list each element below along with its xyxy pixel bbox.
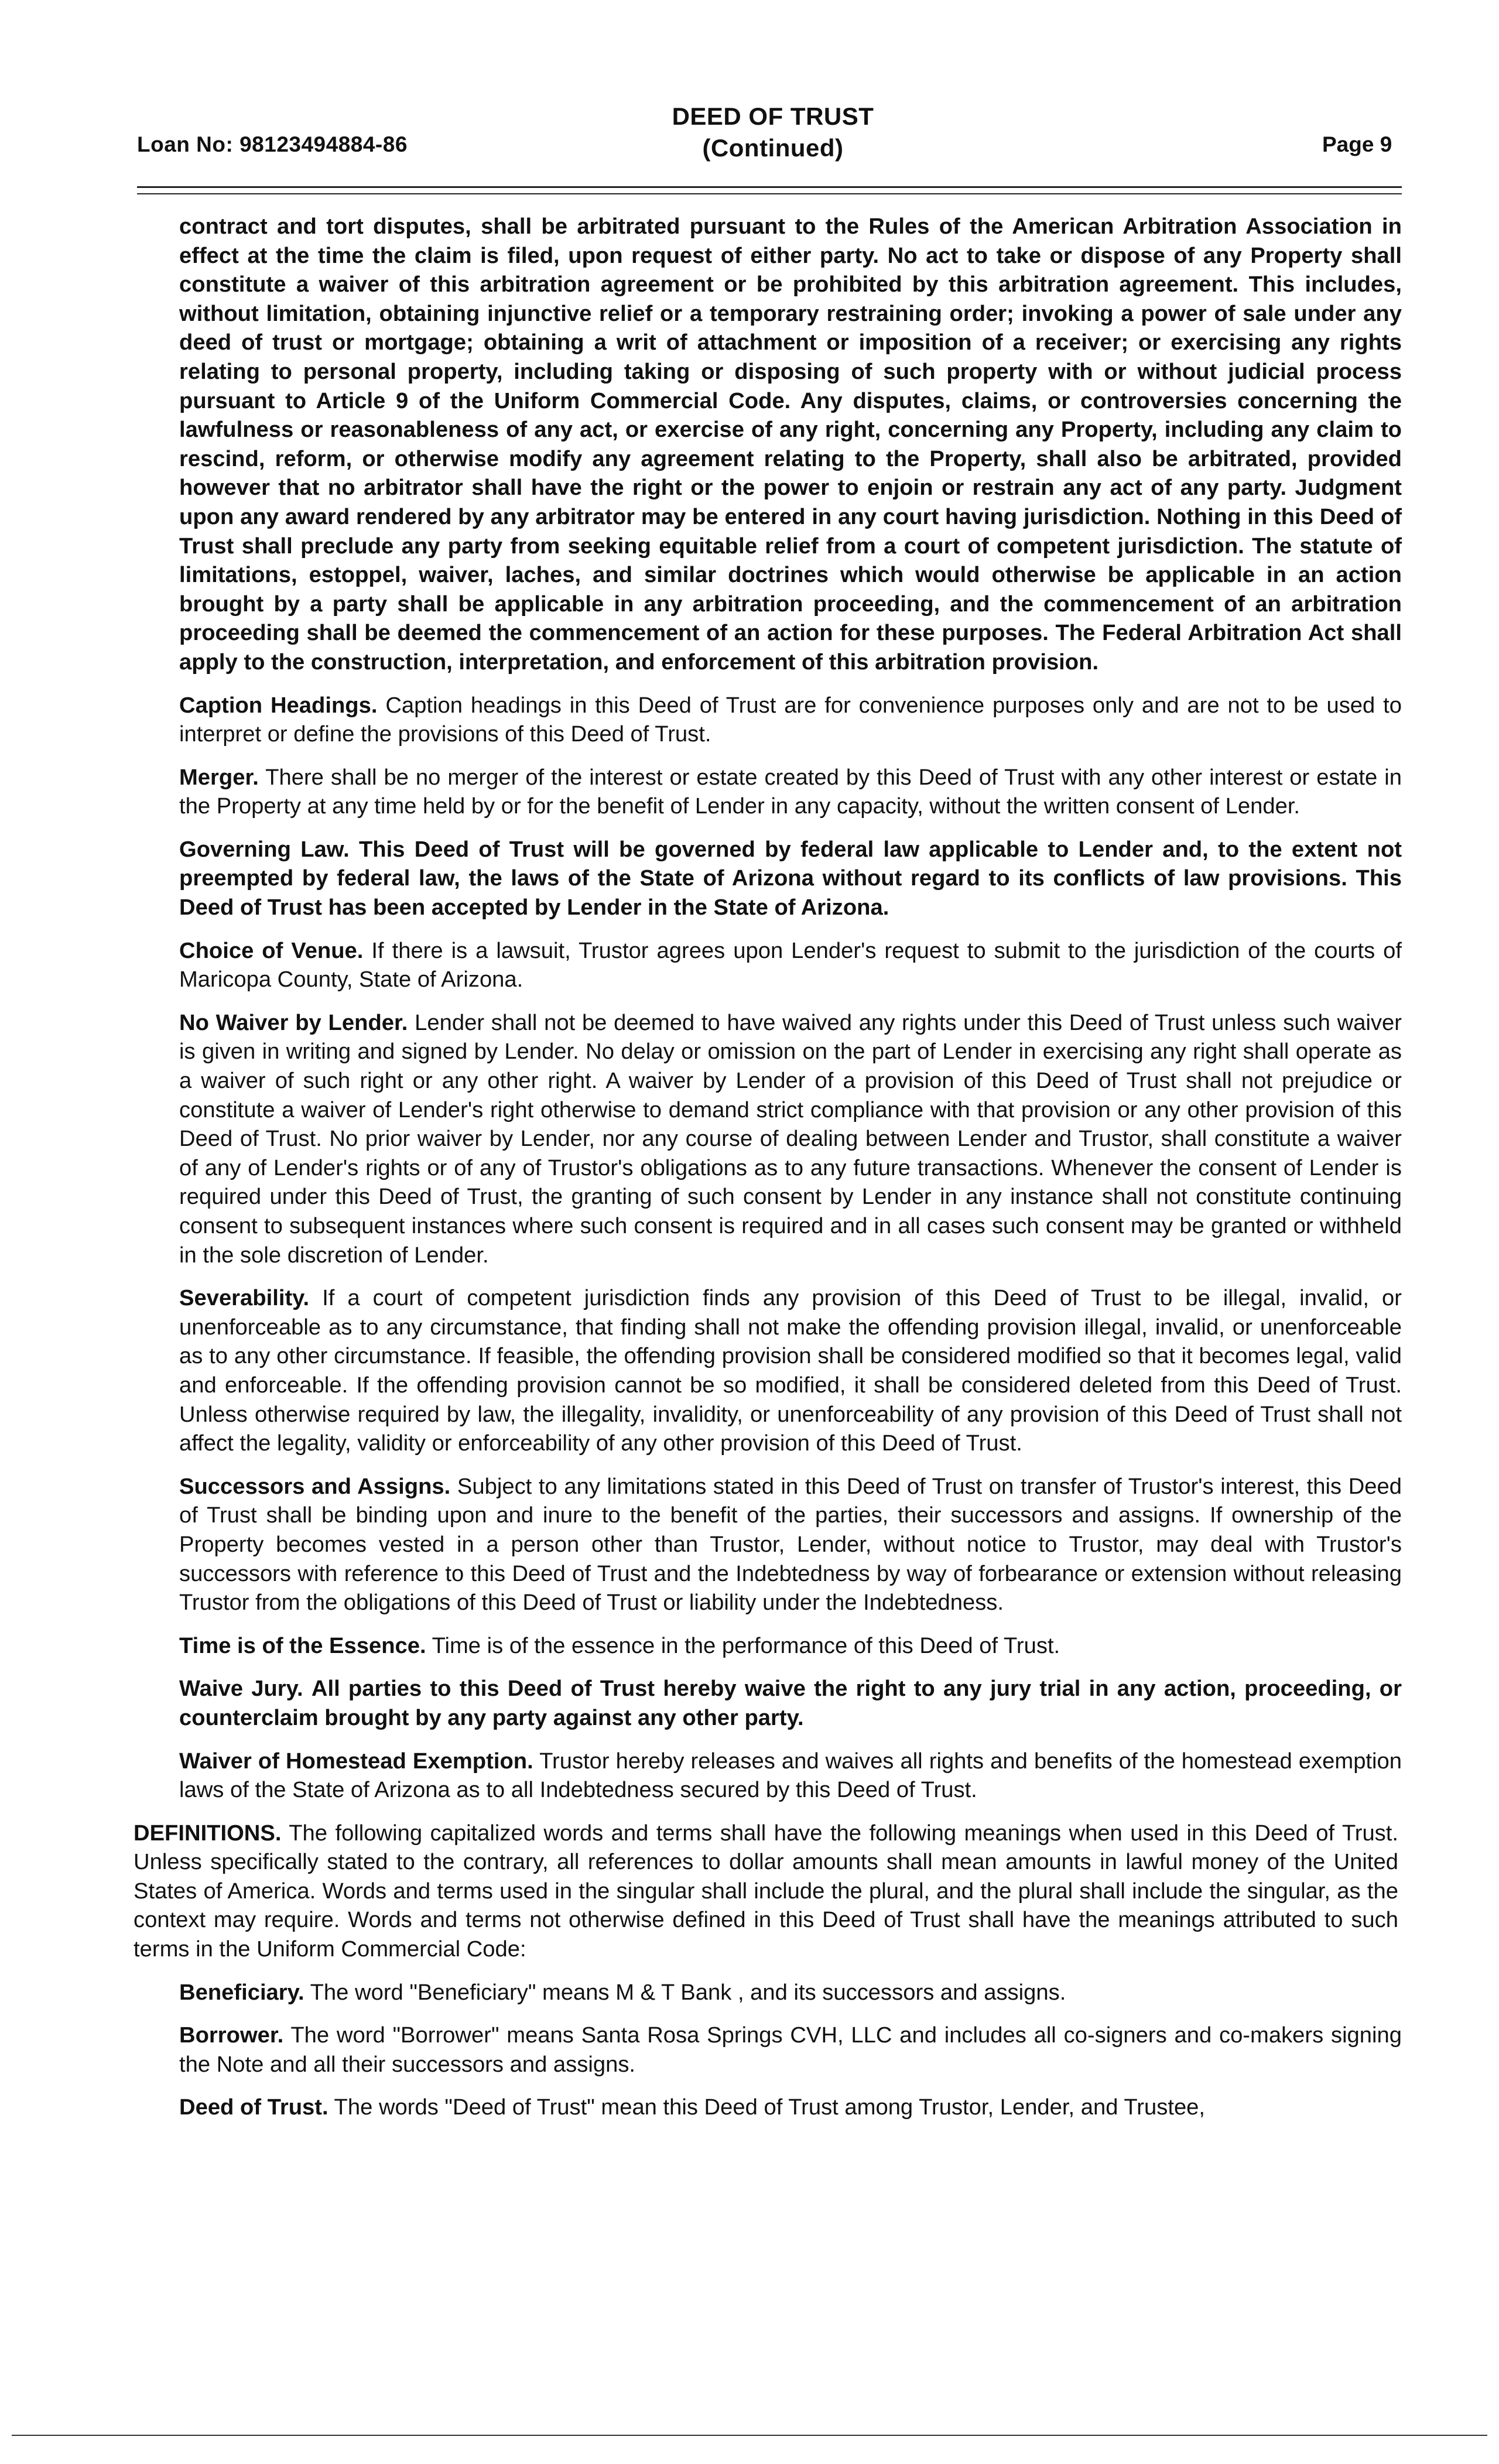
beneficiary-heading: Beneficiary. — [179, 1979, 304, 2005]
beneficiary-paragraph — [179, 1978, 1402, 2007]
severability-paragraph — [179, 1284, 1402, 1458]
borrower-heading: Borrower. — [179, 2022, 284, 2048]
definitions-body: The following capitalized words and terms shall have the following meanings when used in this Deed of Trust. Unless specifically stated to the contrary, all references to dollar amounts shall mean amounts in lawful money of the United States of America. Words and terms used in the singular shall include the plural, and the plural shall include the singular, as the context may require. Words and terms not otherwise defined in this Deed of Trust shall have the meanings attributed to such terms in the Uniform Commercial Code: — [134, 1820, 1398, 1962]
document-title — [586, 101, 960, 164]
arbitration-paragraph: contract and tort disputes, shall be arbitrated pursuant to the Rules of the American Arbitration Association in effect at the time the claim is filed, upon request of either party. No act to take or dispose of any Property shall constitute a waiver of this arbitration agreement or be prohibited by this arbitration agreement. This includes, without limitation, obtaining injunctive relief or a temporary restraining order; invoking a power of sale under any deed of trust or mortgage; obtaining a writ of attachment or imposition of a receiver; or exercising any rights relating to personal property, including taking or disposing of such property with or without judicial process pursuant to Article 9 of the Uniform Commercial Code. Any disputes, claims, or controversies concerning the lawfulness or reasonableness of any act, or exercise of any right, concerning any Property, including any claim to rescind, reform, or otherwise modify any agreement relating to the Property, shall also be arbitrated, provided however that no arbitrator shall have the right or the power to enjoin or restrain any act of any party. Judgment upon any award rendered by any arbitrator may be entered in any court having jurisdiction. Nothing in this Deed of Trust shall preclude any party from seeking equitable relief from a court of competent jurisdiction. The statute of limitations, estoppel, waiver, laches, and similar doctrines which would otherwise be applicable in an action brought by a party shall be applicable in any arbitration proceeding, and the commencement of an arbitration proceeding shall be deemed the commencement of an action for these purposes. The Federal Arbitration Act shall apply to the construction, interpretation, and enforcement of this arbitration provision. — [179, 214, 1402, 675]
deed-of-trust-body: The words "Deed of Trust" mean this Deed of Trust among Trustor, Lender, and Trustee, — [334, 2095, 1206, 2120]
merger-heading: Merger. — [179, 764, 259, 790]
caption-headings-body: Caption headings in this Deed of Trust are for convenience purposes only and are not to be used to interpret or define the provisions of this Deed of Trust. — [179, 692, 1402, 747]
subtitle: (Continued) — [702, 134, 844, 162]
definitions-paragraph — [134, 1819, 1398, 1964]
header-rule-top — [137, 186, 1402, 188]
beneficiary-body: The word "Beneficiary" means M & T Bank , and its successors and assigns. — [310, 1979, 1066, 2005]
governing-law-body: This Deed of Trust will be governed by federal law applicable to Lender and, to the extent not preempted by federal law, the laws of the State of Arizona without regard to its conflicts of law provisions. This Deed of Trust has been accepted by Lender in the State of Arizona. — [179, 836, 1402, 920]
definitions-heading: DEFINITIONS. — [134, 1820, 282, 1846]
no-waiver-heading: No Waiver by Lender. — [179, 1009, 408, 1035]
governing-law-paragraph — [179, 835, 1402, 922]
successors-body: Subject to any limitations stated in this Deed of Trust on transfer of Trustor's interest, this Deed of Trust shall be binding upon and inure to the benefit of the parties, their successors and assigns. If ownership of the Property becomes vested in a person other than Trustor, Lender, without notice to Trustor, may deal with Trustor's successors with reference to this Deed of Trust and the Indebtedness by way of forbearance or extension without releasing Trustor from the obligations of this Deed of Trust or liability under the Indebtedness. — [179, 1473, 1402, 1616]
successors-heading: Successors and Assigns. — [179, 1473, 451, 1499]
waive-jury-heading: Waive Jury. — [179, 1676, 303, 1702]
choice-of-venue-body: If there is a lawsuit, Trustor agrees upon Lender's request to submit to the jurisdiction of the courts of Maricopa County, State of Arizona. — [179, 937, 1402, 993]
no-waiver-paragraph — [179, 1008, 1402, 1269]
no-waiver-body: Lender shall not be deemed to have waived any rights under this Deed of Trust unless such waiver is given in writing and signed by Lender. No delay or omission on the part of Lender in exercising any right shall operate as a waiver of such right or any other right. A waiver by Lender of a provision of this Deed of Trust shall not prejudice or constitute a waiver of Lender's right otherwise to demand strict compliance with that provision or any other provision of this Deed of Trust. No prior waiver by Lender, nor any course of dealing between Lender and Trustor, shall constitute a waiver of any of Lender's rights or of any of Trustor's obligations as to any future transactions. Whenever the consent of Lender is required under this Deed of Trust, the granting of such consent by Lender in any instance shall not constitute continuing consent to subsequent instances where such consent is required and in all cases such consent may be granted or withheld in the sole discretion of Lender. — [179, 1009, 1402, 1268]
severability-body: If a court of competent jurisdiction finds any provision of this Deed of Trust to be illegal, invalid, or unenforceable as to any circumstance, that finding shall not make the offending provision illegal, invalid, or unenforceable as to any other circumstance. If feasible, the offending provision shall be considered modified so that it becomes legal, valid and enforceable. If the offending provision cannot be so modified, it shall be considered deleted from this Deed of Trust. Unless otherwise required by law, the illegality, invalidity, or unenforceability of any provision of this Deed of Trust shall not affect the legality, validity or enforceability of any other provision of this Deed of Trust. — [179, 1285, 1402, 1456]
waive-jury-body: All parties to this Deed of Trust hereby waive the right to any jury trial in any action, proceeding, or counterclaim brought by any party against any other party. — [179, 1676, 1402, 1730]
merger-paragraph — [179, 763, 1402, 821]
successors-paragraph — [179, 1472, 1402, 1617]
page-number: Page 9 — [1322, 132, 1392, 156]
footer-rule — [12, 2435, 1487, 2436]
homestead-body: Trustor hereby releases and waives all rights and benefits of the homestead exemption laws of the State of Arizona as to all Indebtedness secured by this Deed of Trust. — [179, 1748, 1402, 1803]
governing-law-heading: Governing Law. — [179, 836, 350, 862]
choice-of-venue-heading: Choice of Venue. — [179, 937, 364, 963]
borrower-paragraph — [179, 2021, 1402, 2079]
caption-headings-paragraph — [179, 691, 1402, 749]
time-essence-heading: Time is of the Essence. — [179, 1633, 426, 1658]
deed-of-trust-heading: Deed of Trust. — [179, 2095, 328, 2120]
merger-body: There shall be no merger of the interest or estate created by this Deed of Trust with any other interest or estate in the Property at any time held by or for the benefit of Lender in any capacity, without the written consent of Lender. — [179, 764, 1402, 819]
time-essence-body: Time is of the essence in the performance of this Deed of Trust. — [432, 1633, 1060, 1658]
severability-heading: Severability. — [179, 1285, 310, 1311]
title: DEED OF TRUST — [672, 102, 874, 130]
caption-headings-heading: Caption Headings. — [179, 692, 378, 718]
page-header — [0, 0, 1499, 176]
homestead-paragraph — [179, 1747, 1402, 1805]
header-rule-bottom — [137, 193, 1402, 194]
deed-of-trust-paragraph — [179, 2093, 1402, 2122]
document-body — [134, 212, 1402, 2136]
loan-number: Loan No: 98123494884-86 — [137, 132, 408, 156]
homestead-heading: Waiver of Homestead Exemption. — [179, 1748, 533, 1774]
waive-jury-paragraph — [179, 1674, 1402, 1732]
borrower-body: The word "Borrower" means Santa Rosa Springs CVH, LLC and includes all co-signers and co-makers signing the Note and all their successors and assigns. — [179, 2022, 1402, 2077]
choice-of-venue-paragraph — [179, 936, 1402, 994]
time-essence-paragraph — [179, 1631, 1402, 1661]
